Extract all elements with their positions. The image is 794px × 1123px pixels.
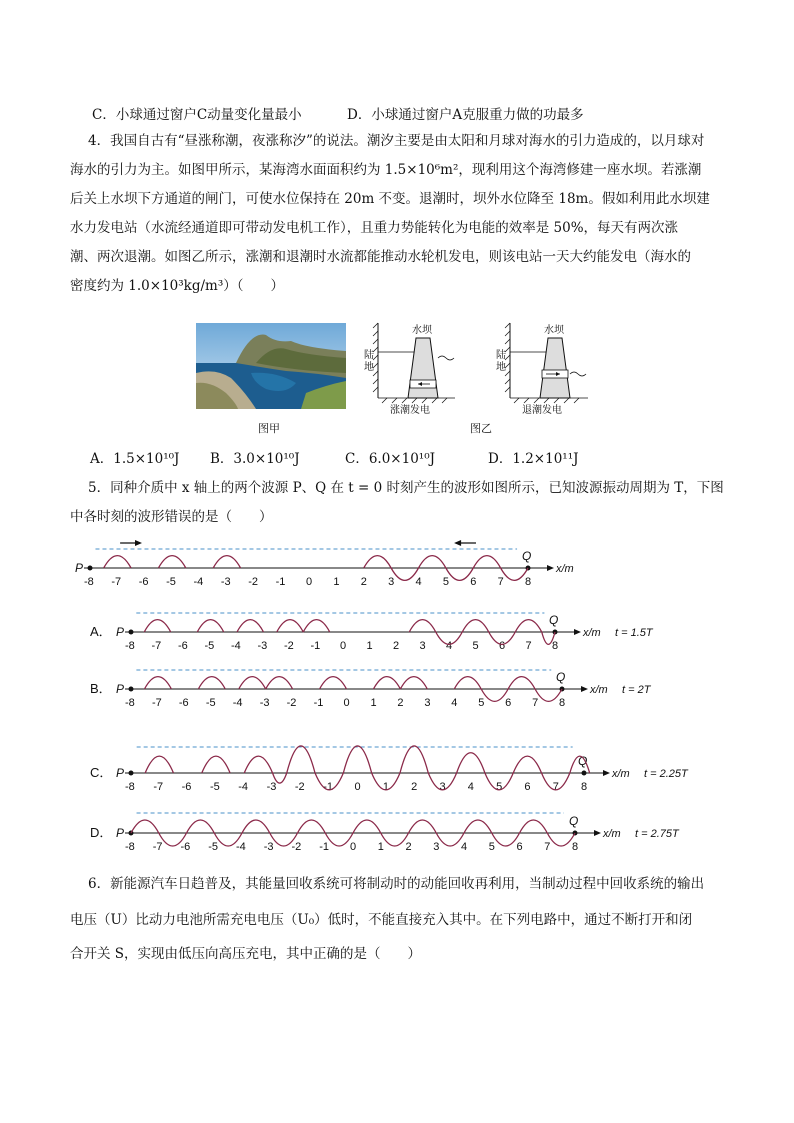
- wave-row-4-tick--8: -8: [125, 841, 135, 853]
- wave-row-1-tick-1: 1: [366, 640, 373, 652]
- arrow-right-head: [135, 540, 142, 546]
- wave-row-4-tick--7: -7: [152, 841, 163, 853]
- wave-row-1-tick--7: -7: [151, 640, 162, 652]
- wave-row-0-tick--6: -6: [138, 576, 149, 588]
- dam-label-right: 水坝: [544, 325, 564, 336]
- wave-row-1-tick-5: 5: [472, 640, 479, 652]
- wave-row-0-tick-5: 5: [442, 576, 449, 588]
- wave-row-4-time-label: t = 2.75T: [635, 828, 679, 840]
- wave-row-1-option-label: A．: [90, 624, 112, 639]
- wave-row-1-tick-7: 7: [525, 640, 532, 652]
- wave-row-4-axis-arrow: [594, 830, 601, 836]
- wave-row-2-tick-4: 4: [451, 697, 458, 709]
- wave-row-1-time-label: t = 1.5T: [615, 627, 653, 639]
- wave-row-2-tick--5: -5: [205, 697, 216, 709]
- q4-option-a: A．1.5×10¹⁰J: [90, 451, 180, 467]
- wave-row-2-tick--3: -3: [259, 697, 270, 709]
- wave-row-4-tick--5: -5: [208, 841, 219, 853]
- wave-row-0-tick--3: -3: [220, 576, 231, 588]
- wave-row-4-tick-8: 8: [572, 841, 579, 853]
- wave-row-0-q-label: Q: [522, 549, 532, 563]
- dam-diagrams: [360, 318, 610, 418]
- wave-row-1-tick--2: -2: [284, 640, 294, 652]
- wave-row-2-source-p: [129, 687, 134, 692]
- wave-row-1-tick--1: -1: [310, 640, 321, 652]
- q4-option-d: D．1.2×10¹¹J: [488, 451, 579, 467]
- wave-row-4-tick--3: -3: [263, 841, 274, 853]
- wave-row-3-tick-4: 4: [467, 781, 474, 793]
- wave-row-1-tick-6: 6: [499, 640, 506, 652]
- wave-row-2-tick-6: 6: [505, 697, 512, 709]
- wave-row-0-p-label: P: [75, 561, 84, 575]
- wave-row-2-tick-7: 7: [532, 697, 539, 709]
- wave-row-1-axis-label: x/m: [583, 627, 601, 639]
- wave-row-3-tick--6: -6: [181, 781, 192, 793]
- wave-row-1-tick--5: -5: [204, 640, 215, 652]
- wave-row-2-p-label: P: [116, 682, 125, 696]
- wave-row-1-source-p: [129, 630, 134, 635]
- wave-row-0-axis-arrow: [547, 565, 554, 571]
- wave-row-3-tick--1: -1: [323, 781, 333, 793]
- wave-row-0-tick-2: 2: [360, 576, 367, 588]
- q3-option-c: C．小球通过窗户C动量变化量最小: [92, 107, 302, 123]
- wave-row-4-tick-0: 0: [350, 841, 357, 853]
- wave-row-3-tick--5: -5: [209, 781, 220, 793]
- q4-text-3: 后关上水坝下方通道的闸门，可使水位保持在 20m 不变。退潮时，坝外水位降至 18m。假如利用此水坝建: [70, 191, 710, 207]
- rise-label: 涨潮发电: [390, 405, 430, 416]
- wave-row-3-tick--2: -2: [294, 781, 305, 793]
- wave-row-4-tick-1: 1: [377, 841, 384, 853]
- land-label-left-2: 地: [364, 362, 374, 373]
- wave-row-1-q-label: Q: [549, 613, 559, 627]
- wave-row-2-tick--1: -1: [313, 697, 324, 709]
- wave-row-4-tick-4: 4: [461, 841, 468, 853]
- wave-row-3-source-p: [129, 771, 134, 776]
- land-label-left-1: 陆: [364, 350, 374, 361]
- wave-row-3-tick-7: 7: [552, 781, 559, 793]
- wave-row-4-tick-7: 7: [544, 841, 551, 853]
- bay-photo: [196, 323, 346, 409]
- wave-row-3-tick-1: 1: [382, 781, 389, 793]
- wave-row-0-tick-6: 6: [470, 576, 477, 588]
- wave-row-0-tick--1: -1: [275, 576, 286, 588]
- wave-row-0-tick--4: -4: [193, 576, 204, 588]
- wave-row-4-tick--4: -4: [236, 841, 246, 853]
- wave-row-1-tick--4: -4: [231, 640, 241, 652]
- q6-text-1: 6．新能源汽车日趋普及，其能量回收系统可将制动时的动能回收再利用，当制动过程中回收系统的输出: [88, 876, 705, 892]
- wave-row-0-tick-3: 3: [388, 576, 395, 588]
- wave-row-0-tick-1: 1: [333, 576, 340, 588]
- wave-row-1-tick-0: 0: [340, 640, 347, 652]
- wave-row-3-tick-5: 5: [496, 781, 503, 793]
- wave-row-3-p-label: P: [116, 766, 125, 780]
- fig-yi-caption: 图乙: [470, 422, 492, 435]
- wave-row-0-tick-4: 4: [415, 576, 422, 588]
- wave-row-3-tick--3: -3: [266, 781, 277, 793]
- wave-row-4-tick--2: -2: [291, 841, 302, 853]
- wave-row-3-tick-0: 0: [354, 781, 361, 793]
- wave-row-2-tick--2: -2: [286, 697, 297, 709]
- q4-option-b: B．3.0×10¹⁰J: [210, 451, 300, 467]
- wave-row-4-tick--1: -1: [319, 841, 330, 853]
- q4-text-1: 4．我国自古有“昼涨称潮，夜涨称汐”的说法。潮汐主要是由太阳和月球对海水的引力造成的，以月球对: [88, 133, 705, 149]
- fig-jia-caption: 图甲: [258, 422, 280, 435]
- wave-row-0-tick-7: 7: [497, 576, 504, 588]
- wave-row-4-option-label: D．: [90, 825, 113, 840]
- wave-row-1-tick-3: 3: [419, 640, 426, 652]
- wave-row-2-q-label: Q: [556, 670, 566, 684]
- wave-row-2-tick-8: 8: [559, 697, 566, 709]
- wave-row-0-axis-label: x/m: [556, 563, 574, 575]
- wave-row-3-tick-3: 3: [439, 781, 446, 793]
- land-label-right-1: 陆: [496, 350, 506, 361]
- dam-label-left: 水坝: [412, 325, 432, 336]
- wave-row-4-tick--6: -6: [180, 841, 191, 853]
- q6-text-3: 合开关 S，实现由低压向高压充电，其中正确的是（ ）: [70, 946, 422, 962]
- wave-row-1-tick--6: -6: [178, 640, 188, 652]
- wave-figure: [0, 535, 794, 860]
- wave-row-2-tick--4: -4: [232, 697, 243, 709]
- arrow-left-head: [454, 540, 461, 546]
- wave-row-3-tick--4: -4: [238, 781, 249, 793]
- wave-row-0-tick--8: -8: [84, 576, 94, 588]
- wave-row-3-source-q: [582, 771, 587, 776]
- wave-row-3-time-label: t = 2.25T: [644, 768, 688, 780]
- wave-row-3-axis-arrow: [603, 770, 610, 776]
- q4-text-2: 海水的引力为主。如图甲所示，某海湾水面面积约为 1.5×10⁶m²，现利用这个海湾修建一座水坝。若涨潮: [70, 162, 702, 178]
- wave-row-4-axis-label: x/m: [603, 828, 621, 840]
- wave-row-1-axis-arrow: [574, 629, 581, 635]
- wave-row-0-tick--7: -7: [111, 576, 122, 588]
- wave-row-4-tick-6: 6: [516, 841, 523, 853]
- q4-text-6: 密度约为 1.0×10³kg/m³）（ ）: [70, 278, 284, 294]
- wave-row-4-tick-2: 2: [405, 841, 412, 853]
- wave-row-2-axis-arrow: [581, 686, 588, 692]
- wave-row-0-tick-0: 0: [306, 576, 313, 588]
- wave-row-4-p-label: P: [116, 826, 125, 840]
- q6-text-2: 电压（U）比动力电池所需充电电压（U₀）低时，不能直接充入其中。在下列电路中，通过不断打开和闭: [70, 912, 693, 928]
- wave-row-2-tick-2: 2: [397, 697, 404, 709]
- wave-row-1-p-label: P: [116, 625, 125, 639]
- q3-option-d: D．小球通过窗户A克服重力做的功最多: [347, 107, 584, 123]
- wave-row-0-tick--5: -5: [166, 576, 176, 588]
- wave-row-2-tick-1: 1: [370, 697, 377, 709]
- wave-row-2-tick-3: 3: [424, 697, 431, 709]
- q5-text-1: 5．同种介质中 x 轴上的两个波源 P、Q 在 t = 0 时刻产生的波形如图所示，已知波源振动周期为 T，下图: [88, 480, 724, 496]
- wave-row-0-tick--2: -2: [248, 576, 259, 588]
- wave-row-2-tick--7: -7: [151, 697, 162, 709]
- wave-row-2-tick-0: 0: [343, 697, 350, 709]
- wave-row-3-tick-6: 6: [524, 781, 531, 793]
- wave-row-2-option-label: B．: [90, 681, 112, 696]
- wave-row-2-time-label: t = 2T: [622, 684, 651, 696]
- wave-row-2-axis-label: x/m: [590, 684, 608, 696]
- wave-row-2-tick--6: -6: [178, 697, 189, 709]
- q4-option-c: C．6.0×10¹⁰J: [345, 451, 436, 467]
- q4-text-4: 水力发电站（水流经通道即可带动发电机工作），且重力势能转化为电能的效率是 50%，每天有两次涨: [70, 220, 679, 236]
- wave-row-1-tick-8: 8: [552, 640, 559, 652]
- wave-row-1-tick--3: -3: [257, 640, 268, 652]
- wave-row-0-tick-8: 8: [525, 576, 532, 588]
- wave-row-3-q-label: Q: [578, 754, 588, 768]
- wave-row-4-q-label: Q: [569, 814, 579, 828]
- wave-row-3-tick--7: -7: [153, 781, 164, 793]
- wave-row-2-tick-5: 5: [478, 697, 485, 709]
- land-label-right-2: 地: [496, 362, 506, 373]
- wave-row-3-tick--8: -8: [125, 781, 135, 793]
- wave-row-3-tick-8: 8: [581, 781, 588, 793]
- wave-row-4-tick-3: 3: [433, 841, 440, 853]
- wave-row-4-tick-5: 5: [488, 841, 495, 853]
- wave-row-0-source-p: [88, 566, 93, 571]
- wave-row-3-axis-label: x/m: [612, 768, 630, 780]
- q5-text-2: 中各时刻的波形错误的是（ ）: [70, 509, 273, 525]
- wave-row-3-option-label: C．: [90, 765, 113, 780]
- fall-label: 退潮发电: [522, 405, 562, 416]
- q4-text-5: 潮、两次退潮。如图乙所示，涨潮和退潮时水流都能推动水轮机发电，则该电站一天大约能发电（海水的: [70, 249, 691, 265]
- wave-row-3-tick-2: 2: [411, 781, 418, 793]
- wave-row-1-tick--8: -8: [125, 640, 135, 652]
- wave-row-1-tick-4: 4: [446, 640, 453, 652]
- wave-row-1-tick-2: 2: [393, 640, 400, 652]
- wave-row-2-tick--8: -8: [125, 697, 135, 709]
